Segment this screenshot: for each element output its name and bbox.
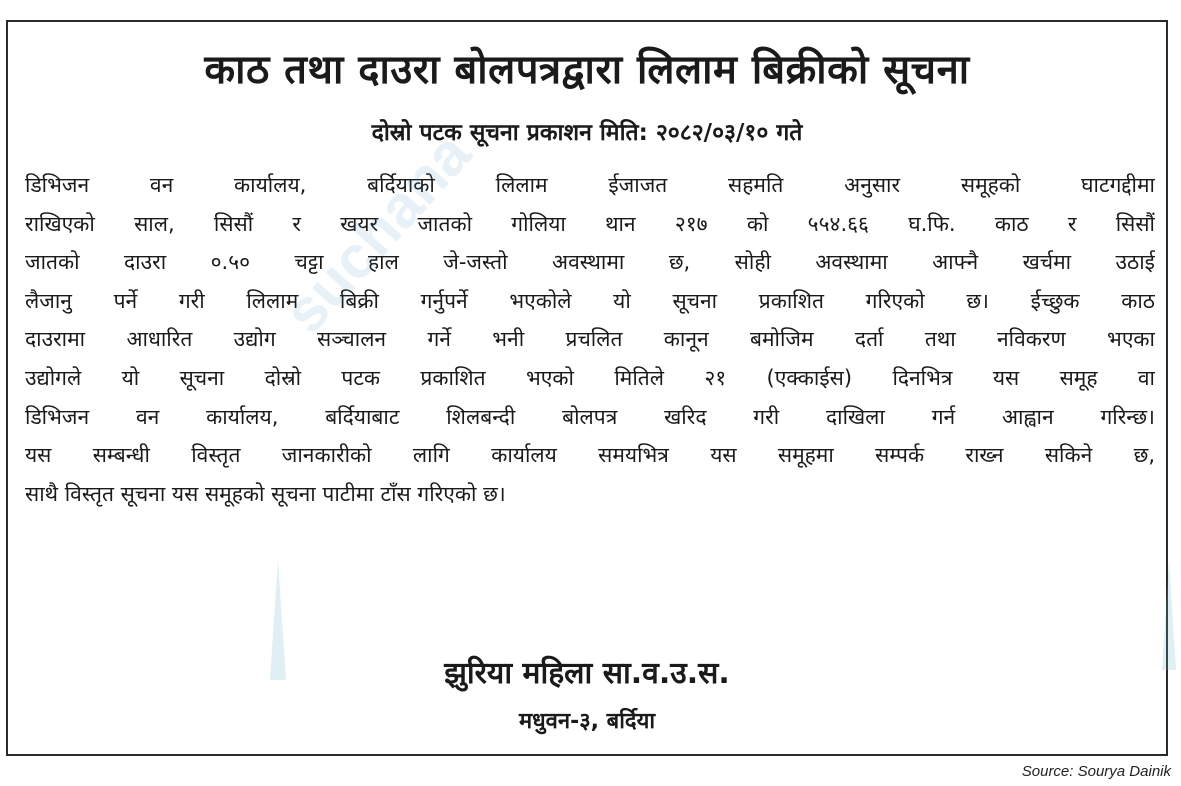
issuer-name: झुरिया महिला सा.व.उ.स. <box>444 656 730 691</box>
body-line: डिभिजन वन कार्यालय, बर्दियाबाट शिलबन्दी बोलपत्र खरिद गरी दाखिला गर्न आह्वान गरिन्छ। <box>25 404 1155 429</box>
body-line: राखिएको साल, सिसौं र खयर जातको गोलिया थान २१७ को ५५४.६६ घ.फि. काठ र सिसौं <box>25 211 1155 236</box>
body-line: लैजानु पर्ने गरी लिलाम बिक्री गर्नुपर्ने भएकोले यो सूचना प्रकाशित गरिएको छ। ईच्छुक काठ <box>25 288 1155 313</box>
issuer-address: मधुवन-३, बर्दिया <box>518 709 656 734</box>
body-line: साथै विस्तृत सूचना यस समूहको सूचना पाटीमा टाँस गरिएको छ। <box>25 481 506 506</box>
notice-subtitle: दोस्रो पटक सूचना प्रकाशन मिति: २०८२/०३/१० गते <box>371 120 803 146</box>
body-line: यस सम्बन्धी विस्तृत जानकारीको लागि कार्यालय समयभित्र यस समूहमा सम्पर्क राख्न सकिने छ, <box>25 443 1155 468</box>
source-credit: Source: Sourya Dainik <box>1021 763 1171 780</box>
body-line: डिभिजन वन कार्यालय, बर्दियाको लिलाम ईजाजत सहमति अनुसार समूहको घाटगद्दीमा <box>25 173 1155 197</box>
notice-box <box>6 20 1168 756</box>
notice-title: काठ तथा दाउरा बोलपत्रद्वारा लिलाम बिक्रीको सूचना <box>204 47 970 93</box>
notice-body <box>25 166 1155 513</box>
body-line: दाउरामा आधारित उद्योग सञ्चालन गर्ने भनी प्रचलित कानून बमोजिम दर्ता तथा नविकरण भएका <box>25 327 1155 352</box>
body-line: उद्योगले यो सूचना दोस्रो पटक प्रकाशित भएको मितिले २१ (एक्काईस) दिनभित्र यस समूह वा <box>25 365 1155 390</box>
body-line: जातको दाउरा ०.५० चट्टा हाल जे-जस्तो अवस्थामा छ, सोही अवस्थामा आफ्नै खर्चमा उठाई <box>25 250 1155 275</box>
